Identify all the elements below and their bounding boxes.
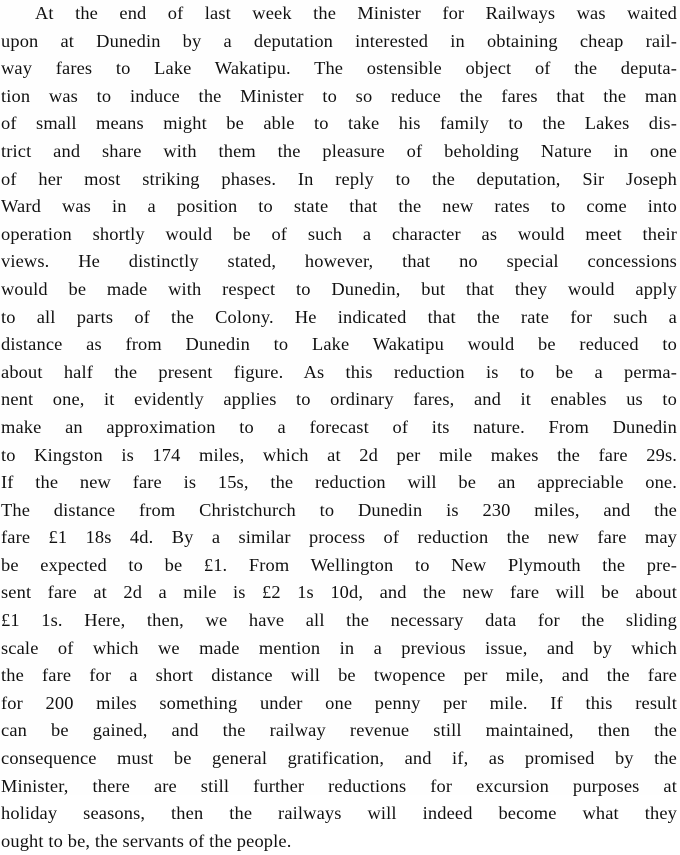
article-line: for 200 miles something under one penny per mile. If this result (1, 692, 677, 713)
article-line: sent fare at 2d a mile is £2 1s 10d, and the new fare will be about (1, 582, 677, 603)
article-line: trict and share with them the pleasure of beholding Nature in one (1, 140, 677, 161)
article-line: to all parts of the Colony. He indicated that the rate for such a (1, 306, 677, 327)
article-body (1, 0, 677, 855)
article-line: nent one, it evidently applies to ordinary fares, and it enables us to (1, 389, 677, 410)
article-line: The distance from Christchurch to Dunedin is 230 miles, and the (1, 499, 677, 520)
article-line: make an approximation to a forecast of its nature. From Dunedin (1, 416, 677, 437)
article-line: tion was to induce the Minister to so reduce the fares that the man (1, 85, 677, 106)
article-line: upon at Dunedin by a deputation interested in obtaining cheap rail- (1, 30, 677, 51)
article-line: consequence must be general gratification, and if, as promised by the (1, 748, 677, 769)
article-line: ought to be, the servants of the people. (1, 830, 292, 851)
article-line: can be gained, and the railway revenue still maintained, then the (1, 720, 677, 741)
article-line: of small means might be able to take his family to the Lakes dis- (1, 113, 677, 134)
article-line: would be made with respect to Dunedin, but that they would apply (1, 278, 677, 299)
article-line: about half the present figure. As this reduction is to be a perma- (1, 361, 677, 382)
article-line: scale of which we made mention in a previous issue, and by which (1, 637, 677, 658)
article-line: operation shortly would be of such a character as would meet their (1, 223, 677, 244)
article-line: distance as from Dunedin to Lake Wakatipu would be reduced to (1, 334, 677, 355)
article-line: be expected to be £1. From Wellington to New Plymouth the pre- (1, 554, 677, 575)
article-line: Ward was in a position to state that the new rates to come into (1, 196, 677, 217)
article-line: views. He distinctly stated, however, that no special concessions (1, 251, 677, 272)
article-line: way fares to Lake Wakatipu. The ostensible object of the deputa- (1, 58, 677, 79)
article-line: to Kingston is 174 miles, which at 2d per mile makes the fare 29s. (1, 444, 677, 465)
article-line: fare £1 18s 4d. By a similar process of reduction the new fare may (1, 527, 677, 548)
article-line: Minister, there are still further reductions for excursion purposes at (1, 775, 677, 796)
article-line: If the new fare is 15s, the reduction will be an appreciable one. (1, 472, 677, 493)
article-line: At the end of last week the Minister for Railways was waited (35, 3, 677, 23)
article-line: holiday seasons, then the railways will indeed become what they (1, 803, 677, 824)
article-line: the fare for a short distance will be twopence per mile, and the fare (1, 665, 677, 686)
article-line: £1 1s. Here, then, we have all the necessary data for the sliding (1, 610, 677, 631)
article-line: of her most striking phases. In reply to the deputation, Sir Joseph (1, 168, 677, 189)
